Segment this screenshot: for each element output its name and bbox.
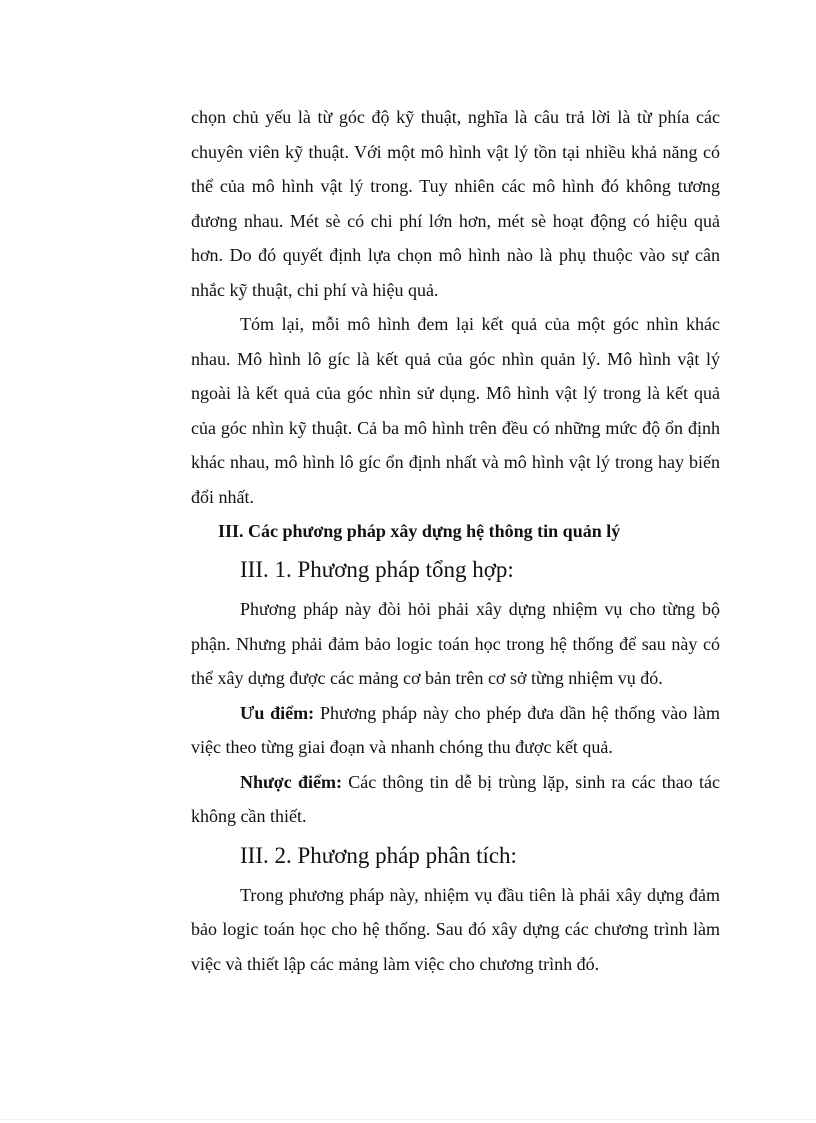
advantage-text: Phương pháp này cho phép đưa dần hệ thống vào làm việc theo từng giai đoạn và nhanh chóng thu được kết quả. bbox=[191, 702, 720, 757]
section-heading: III. Các phương pháp xây dựng hệ thông tin quản lý bbox=[218, 521, 621, 541]
paragraph-synthesis-method: Phương pháp này đòi hỏi phải xây dựng nhiệm vụ cho từng bộ phận. Nhưng phải đảm bảo logic toán học trong hệ thống để sau này có thể xây dựng được các mảng cơ bản trên cơ sở từng nhiệm vụ đó. bbox=[191, 599, 720, 688]
paragraph-disadvantage bbox=[191, 765, 720, 834]
subsection-heading-analysis: III. 2. Phương pháp phân tích: bbox=[240, 842, 517, 868]
paragraph-advantage bbox=[191, 696, 720, 765]
page-bottom-edge bbox=[0, 1119, 816, 1120]
paragraph-analysis-method: Trong phương pháp này, nhiệm vụ đầu tiên là phải xây dựng đảm bảo logic toán học cho hệ thống. Sau đó xây dựng các chương trình làm việc và thiết lập các mảng làm việc cho chương trình đó. bbox=[191, 884, 720, 974]
disadvantage-label: Nhược điểm: bbox=[240, 771, 342, 792]
document-body bbox=[191, 100, 720, 981]
disadvantage-text: Các thông tin dễ bị trùng lặp, sinh ra các thao tác không cần thiết. bbox=[191, 771, 720, 826]
subsection-heading-synthesis: III. 1. Phương pháp tổng hợp: bbox=[240, 557, 514, 582]
paragraph-summary: Tóm lại, mỗi mô hình đem lại kết quả của một góc nhìn khác nhau. Mô hình lô gíc là kết quả của góc nhìn quản lý. Mô hình vật lý ngoài là kết quả của góc nhìn sử dụng. Mô hình vật lý trong là kết quả của góc nhìn kỹ thuật. Cả ba mô hình trên đều có những mức độ ổn định khác nhau, mô hình lô gíc ổn định nhất và mô hình vật lý trong hay biến đổi nhất. bbox=[191, 314, 720, 507]
paragraph-continuation: chọn chủ yếu là từ góc độ kỹ thuật, nghĩa là câu trả lời là từ phía các chuyên viên kỹ thuật. Với một mô hình vật lý tồn tại nhiều khả năng có thể của mô hình vật lý trong. Tuy nhiên các mô hình đó không tương đương nhau. Mét sè có chi phí lớn hơn, mét sè hoạt động có hiệu quả hơn. Do đó quyết định lựa chọn mô hình nào là phụ thuộc vào sự cân nhắc kỹ thuật, chi phí và hiệu quả. bbox=[191, 107, 720, 300]
advantage-label: Ưu điểm: bbox=[240, 702, 315, 723]
